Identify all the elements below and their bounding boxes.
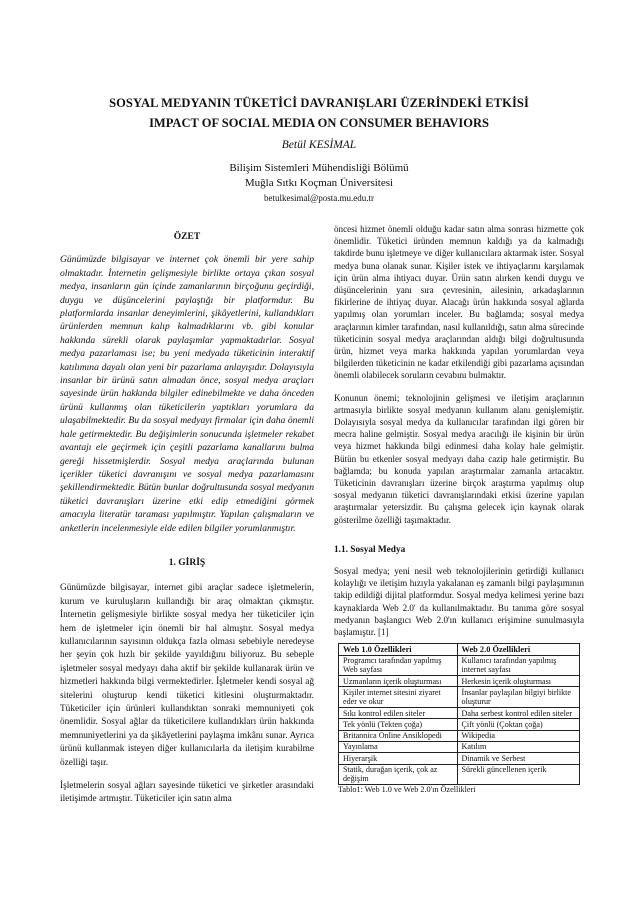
- left-column: [60, 223, 314, 817]
- subsection-heading: 1.1. Sosyal Medya: [334, 544, 406, 555]
- table-caption: Tablo1: Web 1.0 ve Web 2.0'ın Özellikleri: [338, 785, 476, 795]
- table-cell: Herkesin içerik oluşturması: [457, 676, 579, 687]
- table-cell: Daha serbest kontrol edilen siteler: [457, 708, 579, 719]
- table-cell: Katılım: [457, 741, 579, 752]
- table-cell: Britannica Online Ansiklopedi: [339, 730, 458, 741]
- table-row: [339, 753, 580, 764]
- body-paragraph: öncesi hizmet önemli olduğu kadar satın alma sonrası hizmette çok önemlidir. Tüketici üründen memnun kaldığı ya da kalmadığı takdirde bunu işletmeye ve diğer kullanıcılara aktarmak ister. Sosyal medya buna olanak sunar. Kişiler istek ve ihtiyaçlarını karşılamak için ürün alma ihtiyacı duyar. Ürün satın alırken kendi duygu ve düşüncelerinin yanı sıra çevresinin, ailesinin, arkadaşlarının fikirlerine de ihtiyaç duyar. Alacağı ürün hakkında sosyal ağlarda yapılmış olan yorumları inceler. Bu bağlamda; sosyal medya araçlarının kimler tarafından, nasıl kullanıldığı, satın alma sürecinde tüketicinin sosyal medya araçlarından aldığı bilgi doğrultusunda ürün, hizmet veya marka hakkında yapılan yorumlardan veya bilgilerden tüketicinin ne kadar etkilendiği gibi pazarlama açısından önemli olabilecek soruların cevabını bulmaktır.: [334, 224, 584, 381]
- table-cell: Statik, durağan içerik, çok az değişim: [339, 764, 458, 785]
- table-cell: Uzmanların içerik oluşturması: [339, 676, 458, 687]
- table-header-cell: Web 1.0 Özellikleri: [339, 644, 458, 655]
- table-cell: Hiyerarşik: [339, 753, 458, 764]
- right-column: [334, 223, 584, 795]
- paper-title-turkish: SOSYAL MEDYANIN TÜKETİCİ DAVRANIŞLARI ÜZERİNDEKİ ETKİSİ: [109, 96, 529, 110]
- abstract-text: Günümüzde bilgisayar ve internet çok önemli bir yere sahip olmaktadır. İnternetin gelişmesiyle birlikte ortaya çıkan sosyal medya, insanların gün içinde zamanlarının birçoğunu geçirdiği, duygu ve düşüncelerini paylaştığı bir platformdur. Bu platformlarda insanlar deneyimlerini, şikâyetlerini, kullandıkları ürünlerden memnun kalıp kalmadıklarını vb. gibi konular hakkında sürekli olarak paylaşımlar yapmaktadırlar. Sosyal medya pazarlaması ise; bu yeni medyada tüketicinin interaktif katılımına dayalı olan yeni bir pazarlama anlayışıdır. Dolayısıyla insanlar bir ürünü satın almadan önce, sosyal medya araçları sayesinde ürün hakkında bilgiler edinebilmekte ve daha önceden ürünü kullanmış olan tüketicilerin yaptıkları yorumlara da ulaşabilmektedir. Bu da sosyal medyayı firmalar için daha önemli hale getirmektedir. Bu değişimlerin sonucunda işletmeler rekabet avantajı ele geçirmek için çeşitli pazarlama kanallarını bulma gereği hissetmişlerdir. Sosyal medya araçlarında bulunan içerikler tüketici davranışını ve sosyal medya pazarlamasını şekillendirmektedir. Bütün bunlar doğrultusunda sosyal medyanın tüketici davranışları üzerine etki edip etmediğini görmek amacıyla literatür taraması yapılmıştır. Yapılan çalışmaların ve anketlerin incelenmesiyle elde edilen bilgiler yorumlanmıştır.: [60, 254, 314, 534]
- introduction-paragraph: Günümüzde bilgisayar, internet gibi araçlar sadece işletmelerin, kurum ve kuruluşların kullandığı bir araç olmaktan çıkmıştır. İnternetin gelişmesiyle birlikte sosyal medya her tüketiciler için hem de işletmeler için önemli bir hal almıştır. Sosyal medya kullanıcılarının sayısının oldukça fazla olması sebebiyle neredeyse her şeyin çok hızlı bir şekilde yayıldığını biliyoruz. Bu sebeple işletmeler sosyal medyayı daha aktif bir şekilde kullanarak ürün ve hizmetleri hakkında bilgi vermektedirler. İşletmeler kendi sosyal ağ sitelerini oluşturup kendi tüketici kitlesini oluşturmaktadır. Tüketiciler için ürünleri kullandıktan sonraki memnuniyeti çok önemlidir. Sosyal ağlar da tüketicilere kullandıkları ürün hakkında memnuniyetlerini ya da şikâyetlerini paylaşma imkânı sunar. Ayrıca ürünü kullanmak isteyen diğer kullanıcılarla da iletişim kurabilme özelliği taşır.: [60, 583, 314, 768]
- table-cell: Yayınlama: [339, 741, 458, 752]
- table-row: [339, 676, 580, 687]
- table-row: [339, 764, 580, 785]
- author-name: Betül KESİMAL: [281, 139, 357, 151]
- author-university: Muğla Sıtkı Koçman Üniversitesi: [244, 177, 394, 189]
- table-cell: Programcı tarafından yapılmış Web sayfası: [339, 655, 458, 676]
- author-department: Bilişim Sistemleri Mühendisliği Bölümü: [229, 162, 409, 174]
- table-row: [339, 655, 580, 676]
- table-cell: Sürekli güncellenen içerik: [457, 764, 579, 785]
- paper-title-english: IMPACT OF SOCIAL MEDIA ON CONSUMER BEHAVIORS: [149, 116, 489, 130]
- body-paragraph: Konunun önemi; teknolojinin gelişmesi ve iletişim araçlarının artmasıyla birlikte sosyal medyanın kullanım alanı genişlemiştir. Dolayısıyla sosyal medya da kullanıcılar tarafından ilgi gören bir mecra haline gelmiştir. Sosyal medya aracılığı ile kişinin bir ürün veya hizmet hakkında bilgi edinmesi daha kolay hale gelmiştir. Bütün bu etkenler sosyal medyayı daha cazip hale getirmiştir. Bu bağlamda; bu konuda yapılan araştırmalar zamanla artacaktır. Tüketicinin davranışları üzerine birçok araştırma yapılmış olup sosyal medyanın tüketici davranışlarındaki etkisi üzerine yapılan araştırmalar yetersizdir. Bu çalışma gelecek için kaynak olarak gösterilme özelliği taşımaktadır.: [334, 392, 584, 525]
- table-cell: İnsanlar paylaşılan bilgiyi birlikte oluşturur: [457, 687, 579, 708]
- table-row: [339, 708, 580, 719]
- table-cell: Dinamik ve Serbest: [457, 753, 579, 764]
- table-cell: Sıkı kontrol edilen siteler: [339, 708, 458, 719]
- table-cell: Çift yönlü (Çoktan çoğa): [457, 719, 579, 730]
- table-header-row: [339, 644, 580, 655]
- introduction-heading: 1. GİRİŞ: [168, 557, 206, 568]
- table-row: [339, 741, 580, 752]
- introduction-paragraph: İşletmelerin sosyal ağları sayesinde tüketici ve şirketler arasındaki iletişimde artmıştır. Tüketiciler için satın alma: [60, 781, 314, 805]
- table-cell: Wikipedia: [457, 730, 579, 741]
- table-row: [339, 730, 580, 741]
- web-features-table: [338, 643, 580, 785]
- table-row: [339, 719, 580, 730]
- author-email: betulkesimal@posta.mu.edu.tr: [263, 193, 375, 203]
- table-header-cell: Web 2.0 Özellikleri: [457, 644, 579, 655]
- table-cell: Tek yönlü (Tekten çoğa): [339, 719, 458, 730]
- subsection-paragraph: Sosyal medya; yeni nesil web teknolojilerinin getirdiği kullanıcı kolaylığı ve iletişim hızıyla yakalanan eş zamanlı bilgi paylaşımının takip edildiği dijital platformdur. Sosyal medya kelimesi yerine bazı kaynaklarda Web 2.0' da kullanılmaktadır. Bu tanıma göre sosyal medyanın başlangıcı Web 2.0'ın kullanıcı erişimine sunulmasıyla başlamıştır. [1]: [334, 566, 584, 638]
- table-cell: Kullanıcı tarafından yapılmış internet sayfası: [457, 655, 579, 676]
- abstract-heading: ÖZET: [173, 232, 201, 242]
- table-row: [339, 687, 580, 708]
- table-cell: Kişiler internet sitesini ziyaret eder ve okur: [339, 687, 458, 708]
